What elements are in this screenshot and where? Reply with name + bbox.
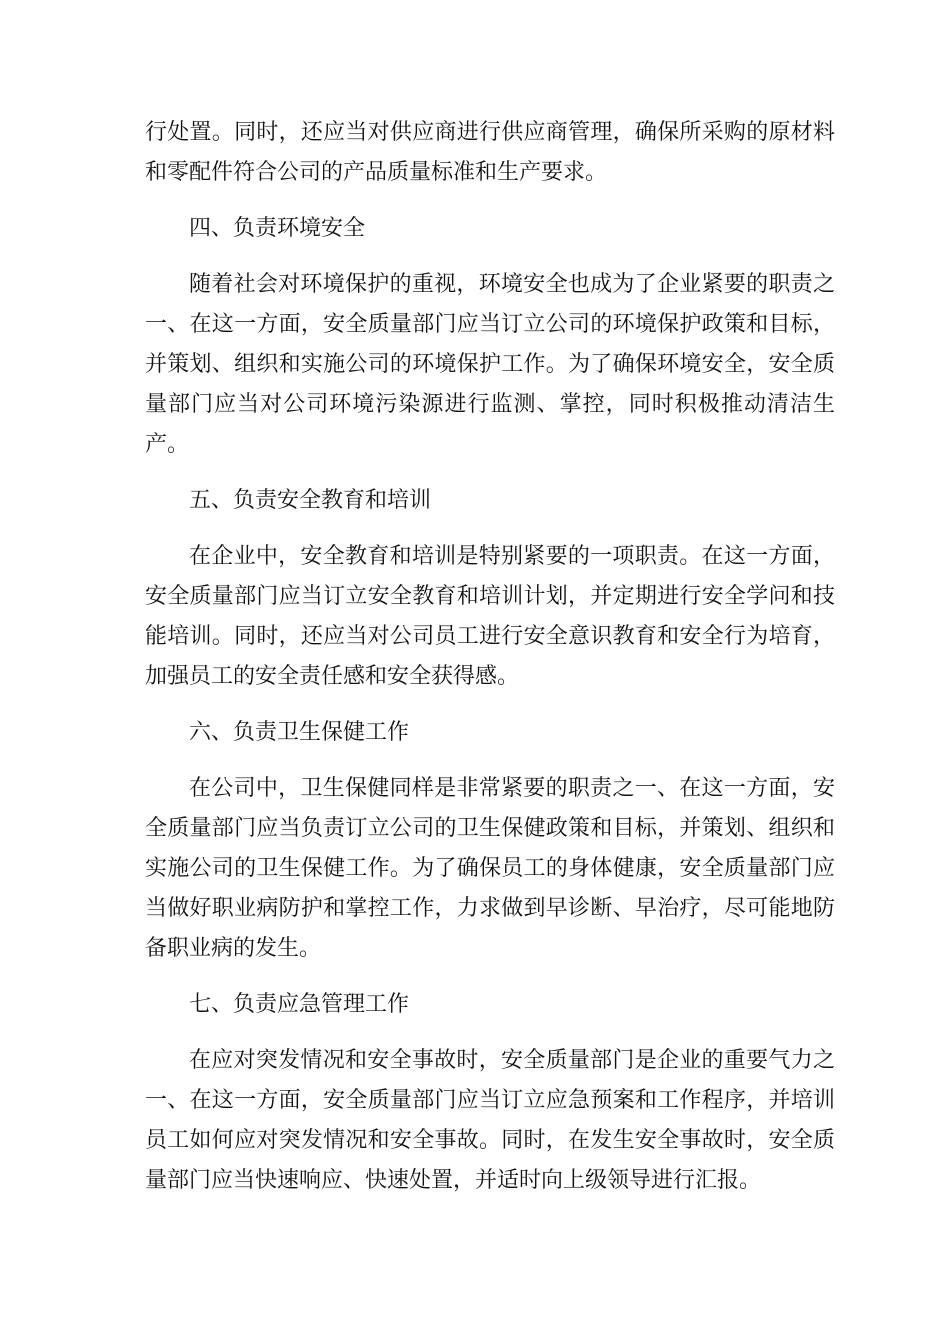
section-heading-4: 四、负责环境安全 [189,216,366,241]
paragraph-environment-safety: 随着社会对环境保护的重视，环境安全也成为了企业紧要的职责之一、在这一方面，安全质量部门应当订立公司的环境保护政策和目标，并策划、组织和实施公司的环境保护工作。为了确保环境安全，安全质量部门应当对公司环境污染源进行监测、掌控，同时积极推动清洁生产。 [145,272,835,457]
paragraph-safety-education: 在企业中，安全教育和培训是特别紧要的一项职责。在这一方面，安全质量部门应当订立安全教育和培训计划，并定期进行安全学问和技能培训。同时，还应当对公司员工进行安全意识教育和安全行为培育，加强员工的安全责任感和安全获得感。 [145,544,835,689]
document-body [145,113,835,1201]
section-heading-7: 七、负责应急管理工作 [189,992,410,1017]
paragraph-continuation: 行处置。同时，还应当对供应商进行供应商管理，确保所采购的原材料和零配件符合公司的产品质量标准和生产要求。 [145,120,835,185]
paragraph-emergency-management: 在应对突发情况和安全事故时，安全质量部门是企业的重要气力之一、在这一方面，安全质量部门应当订立应急预案和工作程序，并培训员工如何应对突发情况和安全事故。同时，在发生安全事故时，安全质量部门应当快速响应、快速处置，并适时向上级领导进行汇报。 [145,1048,835,1193]
paragraph-health-care: 在公司中，卫生保健同样是非常紧要的职责之一、在这一方面，安全质量部门应当负责订立公司的卫生保健政策和目标，并策划、组织和实施公司的卫生保健工作。为了确保员工的身体健康，安全质量部门应当做好职业病防护和掌控工作，力求做到早诊断、早治疗，尽可能地防备职业病的发生。 [145,776,835,961]
section-heading-5: 五、负责安全教育和培训 [189,488,432,513]
section-heading-6: 六、负责卫生保健工作 [189,720,410,745]
